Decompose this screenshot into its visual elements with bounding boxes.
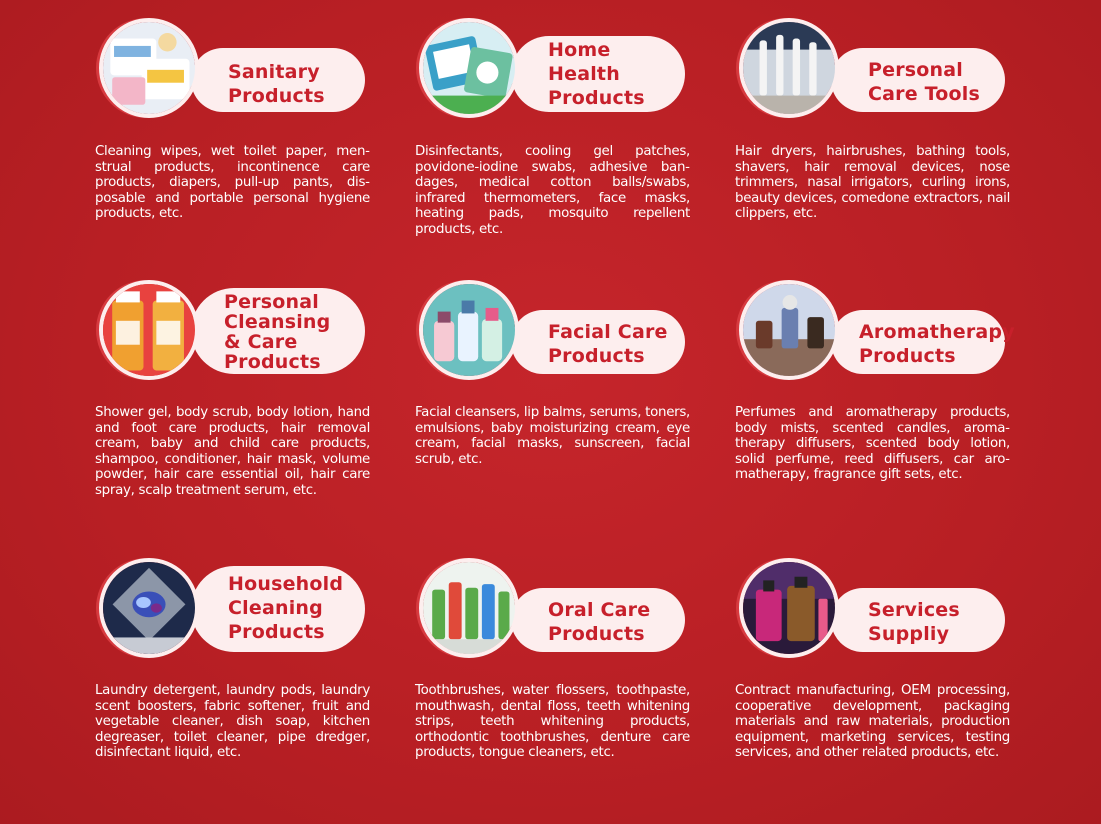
category-description: Laundry detergent, laundry pods, laundry scent boosters, fabric softener, fruit and vegetable cleaner, dish soap, kitchen degreaser, toilet cleaner, pipe dredger, disinfectant liquid, etc. [95, 683, 370, 761]
category-title: Sanitary Products [228, 61, 325, 107]
category-description: Shower gel, body scrub, body lotion, hand and foot care products, hair removal cream, baby and child care products, shampoo, conditioner, hair mask, volume powder, hair care essential oil, hair care spray, scalp treatment serum, etc. [95, 405, 370, 498]
services-photo-icon [739, 558, 839, 658]
category-title: Home Health Products [548, 39, 645, 109]
body-wash-photo-icon [99, 280, 199, 380]
category-card-facial-care[interactable] [415, 280, 695, 520]
category-description: Contract manufacturing, OEM processing, cooperative development, packaging materials and raw materials, production equipment, marketing services, testing services, and other related products, etc. [735, 683, 1010, 761]
category-title: Facial Care Products [548, 321, 668, 367]
category-description: Hair dryers, hairbrushes, bathing tools, shavers, hair removal devices, nose trimmers, nasal irrigators, curling irons, beauty devices, comedone extractors, nail clippers, etc. [735, 144, 1010, 222]
category-description: Toothbrushes, water flossers, toothpaste, mouthwash, dental floss, teeth whitening strips, teeth whitening products, orthodontic toothbrushes, denture care products, tongue cleaners, etc. [415, 683, 690, 761]
category-title: Aromatherapy Products [859, 321, 1015, 367]
category-card-aromatherapy[interactable] [735, 280, 1015, 520]
category-description: Perfumes and aromatherapy products, body mists, scented candles, aromatherapy diffusers, scented body lotion, solid perfume, reed diffusers, car aromatherapy, fragrance gift sets, etc. [735, 405, 1010, 483]
category-description: Disinfectants, cooling gel patches, povidone-iodine swabs, adhesive bandages, medical cotton balls/swabs, infrared thermometers, face masks, heating pads, mosquito repellent products, etc. [415, 144, 690, 237]
category-description: Facial cleansers, lip balms, serums, toners, emulsions, baby moisturizing cream, eye cream, facial masks, sunscreen, facial scrub, etc. [415, 405, 690, 467]
category-card-sanitary[interactable] [95, 18, 375, 248]
category-title: Personal Care Tools [868, 59, 981, 105]
home-health-photo-icon [419, 18, 519, 118]
category-title: Household Cleaning Products [228, 573, 344, 643]
category-card-household-cleaning[interactable] [95, 558, 375, 788]
sanitary-products-photo-icon [99, 18, 199, 118]
facial-care-photo-icon [419, 280, 519, 380]
category-card-personal-care-tools[interactable] [735, 18, 1015, 248]
category-card-services[interactable] [735, 558, 1015, 788]
household-cleaning-photo-icon [99, 558, 199, 658]
category-card-home-health[interactable] [415, 18, 695, 248]
oral-care-photo-icon [419, 558, 519, 658]
category-title: Personal Cleansing & Care Products [224, 291, 331, 373]
category-description: Cleaning wipes, wet toilet paper, menstrual products, incontinence care products, diapers, pull-up pants, disposable and portable personal hygiene products, etc. [95, 144, 370, 222]
category-title: Oral Care Products [548, 599, 651, 645]
category-card-oral-care[interactable] [415, 558, 695, 788]
care-tools-photo-icon [739, 18, 839, 118]
category-title: Services Suppliy [868, 599, 960, 645]
category-card-personal-cleansing[interactable] [95, 280, 375, 520]
aromatherapy-photo-icon [739, 280, 839, 380]
